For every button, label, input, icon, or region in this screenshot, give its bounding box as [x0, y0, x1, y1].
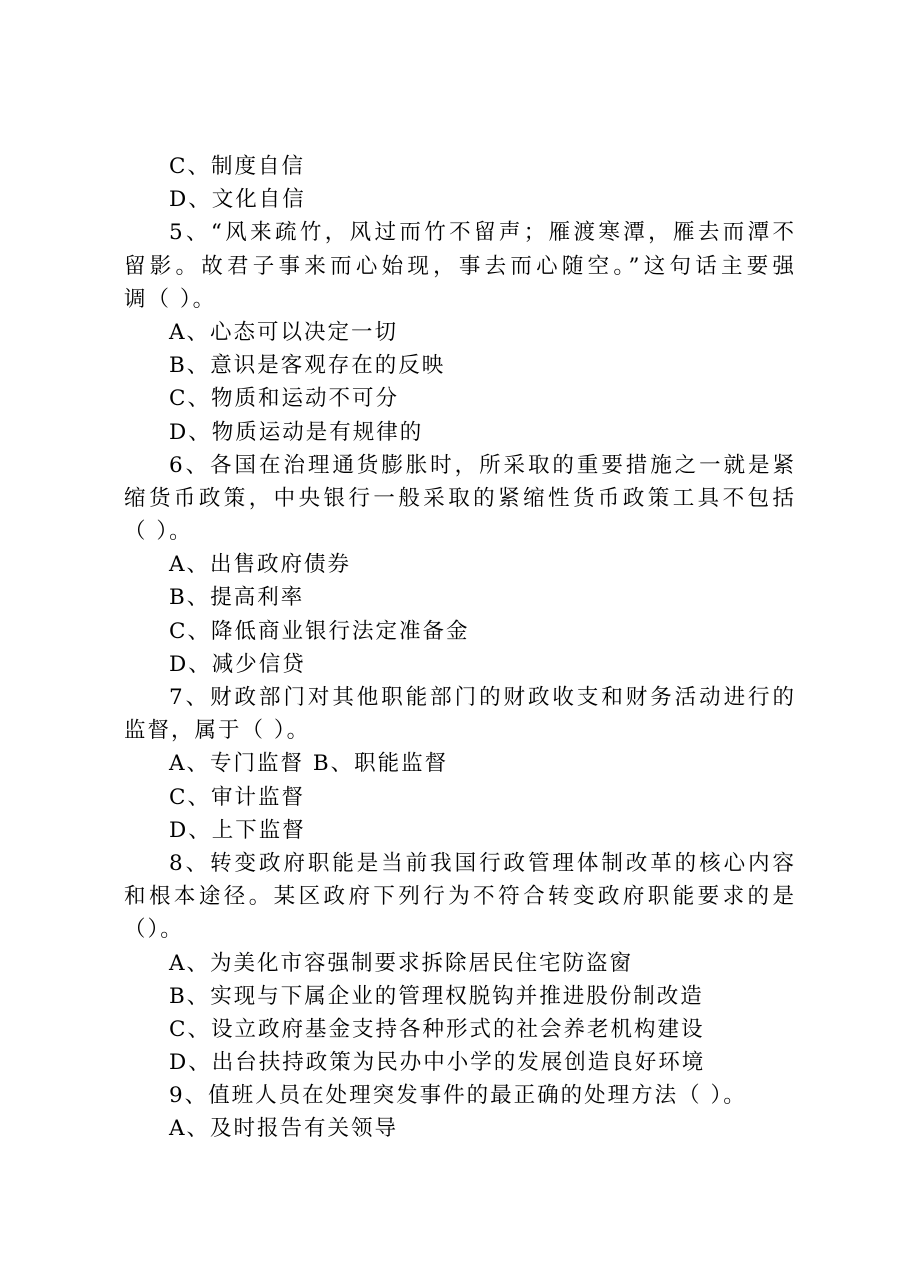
option-a-b-q7: A、专门监督 B、职能监督	[169, 751, 449, 777]
option-c-q5: C、物质和运动不可分	[169, 386, 399, 412]
question-5-line-1: 5、“风来疏竹，风过而竹不留声；雁渡寒潭，雁去而潭不	[169, 220, 794, 246]
option-d-q6: D、减少信贷	[169, 651, 306, 677]
option-c-q7: C、审计监督	[169, 784, 305, 810]
option-b-q5: B、意识是客观存在的反映	[169, 353, 446, 379]
option-c-q4: C、制度自信	[169, 154, 305, 179]
question-5-line-3: 调（ ）。	[124, 286, 217, 312]
question-7-line-1: 7、财政部门对其他职能部门的财政收支和财务活动进行的	[169, 685, 794, 710]
question-8-line-2: 和根本途径。某区政府下列行为不符合转变政府职能要求的是	[124, 884, 794, 910]
question-6-line-1: 6、各国在治理通货膨胀时，所采取的重要措施之一就是紧	[169, 452, 794, 478]
option-d-q7: D、上下监督	[169, 817, 306, 843]
option-a-q6: A、出售政府债券	[169, 552, 352, 578]
option-a-q5: A、心态可以决定一切	[169, 319, 399, 345]
option-a-q9: A、及时报告有关领导	[169, 1116, 399, 1142]
document-body	[124, 150, 794, 1146]
question-5-line-2: 留影。故君子事来而心始现，事去而心随空。”这句话主要强	[124, 253, 794, 279]
question-9-line-1: 9、值班人员在处理突发事件的最正确的处理方法（ ）。	[169, 1083, 747, 1109]
option-c-q6: C、降低商业银行法定准备金	[169, 618, 470, 644]
option-b-q6: B、提高利率	[169, 585, 305, 611]
question-6-line-2: 缩货币政策，中央银行一般采取的紧缩性货币政策工具不包括	[124, 485, 794, 511]
option-d-q4: D、文化自信	[169, 187, 306, 213]
option-b-q8: B、实现与下属企业的管理权脱钩并推进股份制改造	[169, 983, 704, 1009]
option-d-q8: D、出台扶持政策为民办中小学的发展创造良好环境	[169, 1050, 706, 1076]
question-6-line-3: （ ）。	[124, 519, 193, 545]
option-a-q8: A、为美化市容强制要求拆除居民住宅防盗窗	[169, 950, 634, 976]
option-d-q5: D、物质运动是有规律的	[169, 419, 424, 445]
option-c-q8: C、设立政府基金支持各种形式的社会养老机构建设	[169, 1016, 705, 1042]
question-8-line-3: （）。	[124, 917, 184, 943]
question-8-line-1: 8、转变政府职能是当前我国行政管理体制改革的核心内容	[169, 850, 794, 876]
question-7-line-2: 监督，属于（ ）。	[124, 718, 311, 744]
